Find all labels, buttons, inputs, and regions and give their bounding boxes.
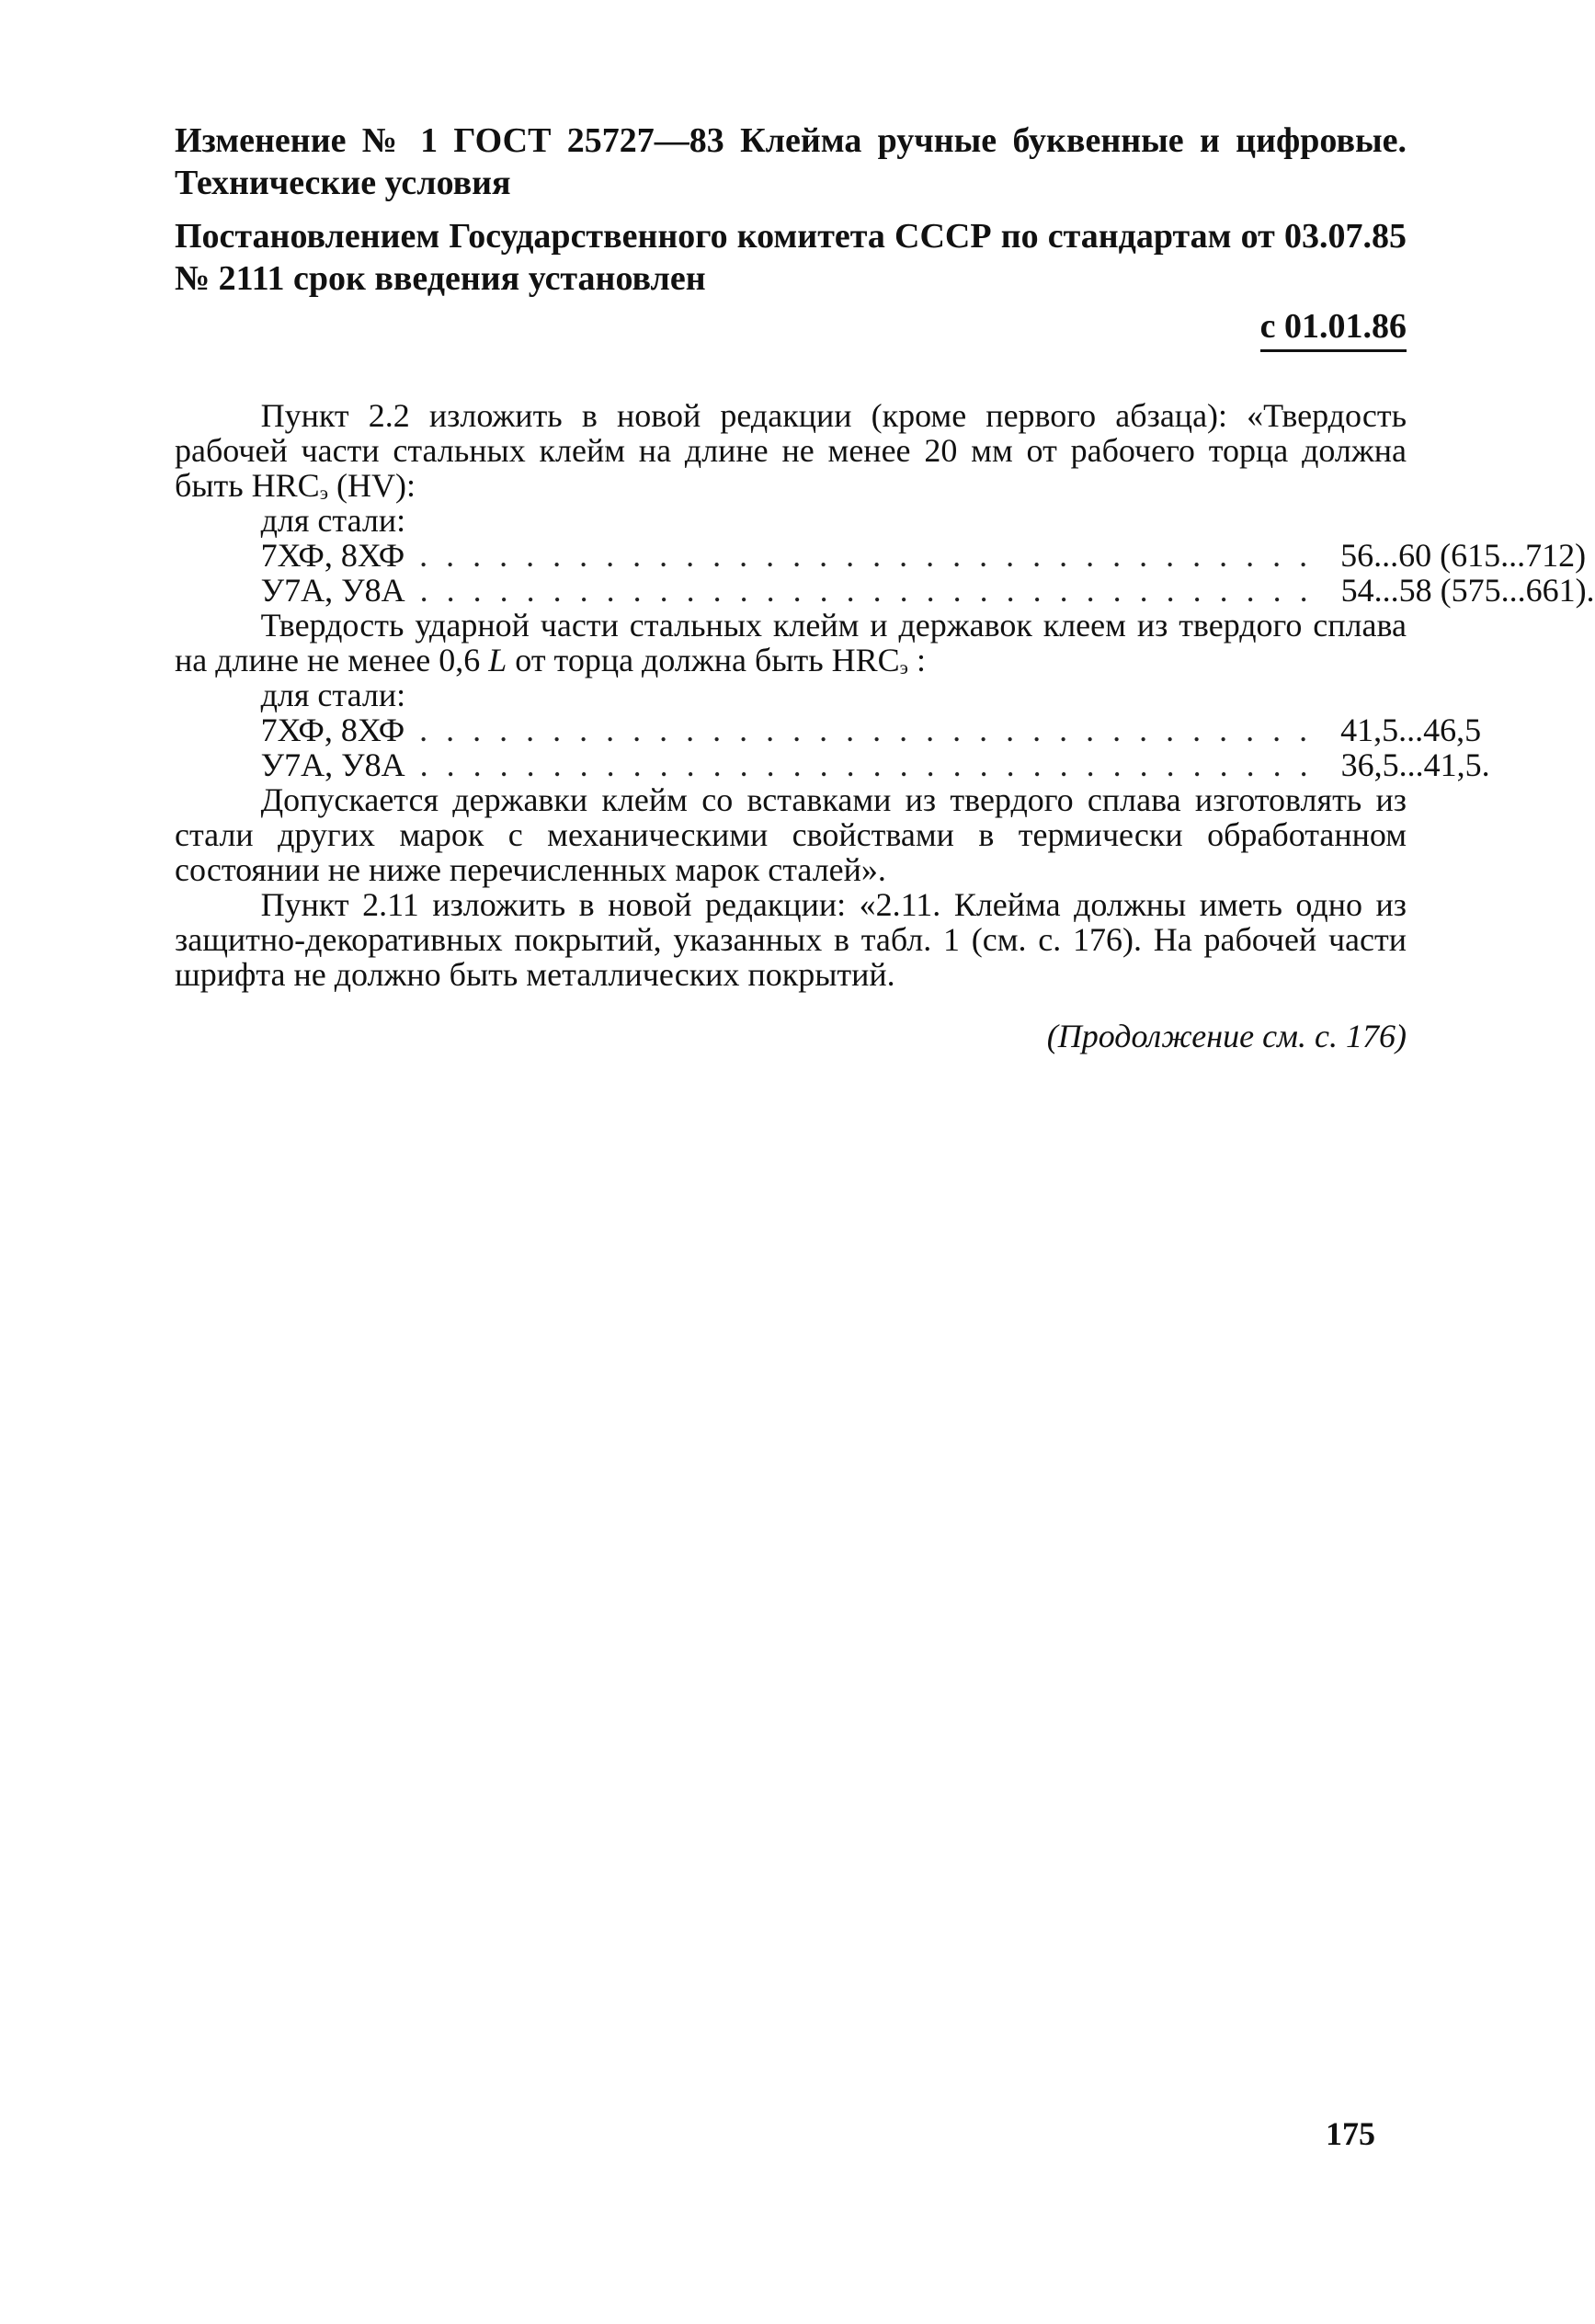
variable-l: L (488, 642, 507, 678)
steel-grade: 7ХФ, 8ХФ (260, 712, 405, 748)
effective-date (175, 305, 1407, 352)
leader-dots: .................................. (419, 712, 1327, 748)
leader-dots: .................................. (419, 572, 1327, 609)
hardness-row (175, 572, 1595, 609)
paragraph-text: от торца должна быть HRC (507, 642, 900, 678)
hardness-value: 54...58 (575...661). (1340, 572, 1595, 609)
steel-grade: У7А, У8А (260, 572, 405, 609)
subscript: э (899, 656, 908, 679)
hardness-value: 56...60 (615...712) (1340, 537, 1587, 574)
hardness-row (175, 712, 1482, 748)
paragraph-impact-hardness (175, 608, 1407, 678)
leader-dots: .................................. (419, 537, 1327, 574)
steel-grade: У7А, У8А (260, 746, 405, 783)
paragraph-clause-2-11: Пункт 2.11 изложить в новой редакции: «2.11. Клейма должны иметь одно из защитно-декоративных покрытий, указанных в табл. 1 (см. с. 176). На рабочей части шрифта не должно быть металлических покрытий. (175, 886, 1407, 993)
effective-date-value: с 01.01.86 (1260, 305, 1407, 352)
hardness-value: 36,5...41,5. (1340, 746, 1490, 783)
for-steel-label: для стали: (260, 502, 406, 539)
hardness-row (175, 537, 1587, 574)
paragraph-text: Твердость ударной части стальных клейм и державок клеем из твердого сплава на длине не менее 0,6 (175, 607, 1407, 678)
paragraph-text: Пункт 2.2 изложить в новой редакции (кроме первого абзаца): «Твердость рабочей части стальных клейм на длине не менее 20 мм от рабочего торца должна быть HRC (175, 397, 1407, 504)
hardness-row (175, 746, 1490, 783)
document-content (175, 120, 1595, 1054)
paragraph-text-end: : (907, 642, 926, 678)
amendment-body (175, 397, 1595, 1054)
amendment-title: Изменение № 1 ГОСТ 25727—83 Клейма ручные буквенные и цифровые. Технические условия (175, 121, 1407, 202)
paragraph-holders: Допускается державки клейм со вставками из твердого сплава изготовлять из стали других марок с механическими свойствами в термически обработанном состоянии не ниже перечисленных марок сталей». (175, 781, 1407, 888)
hardness-value: 41,5...46,5 (1340, 712, 1482, 748)
steel-grade: 7ХФ, 8ХФ (260, 537, 405, 574)
subscript: э (319, 482, 328, 505)
for-steel-label: для стали: (260, 677, 406, 713)
paragraph-clause-2-2 (175, 398, 1407, 503)
leader-dots: .................................. (419, 746, 1327, 783)
paragraph-text-end: (HV): (327, 467, 416, 504)
resolution-text: Постановлением Государственного комитета СССР по стандартам от 03.07.85 № 2111 срок введения установлен (175, 217, 1407, 298)
page-number: 175 (1326, 2115, 1375, 2152)
continuation-note: (Продолжение см. с. 176) (1046, 1018, 1407, 1054)
